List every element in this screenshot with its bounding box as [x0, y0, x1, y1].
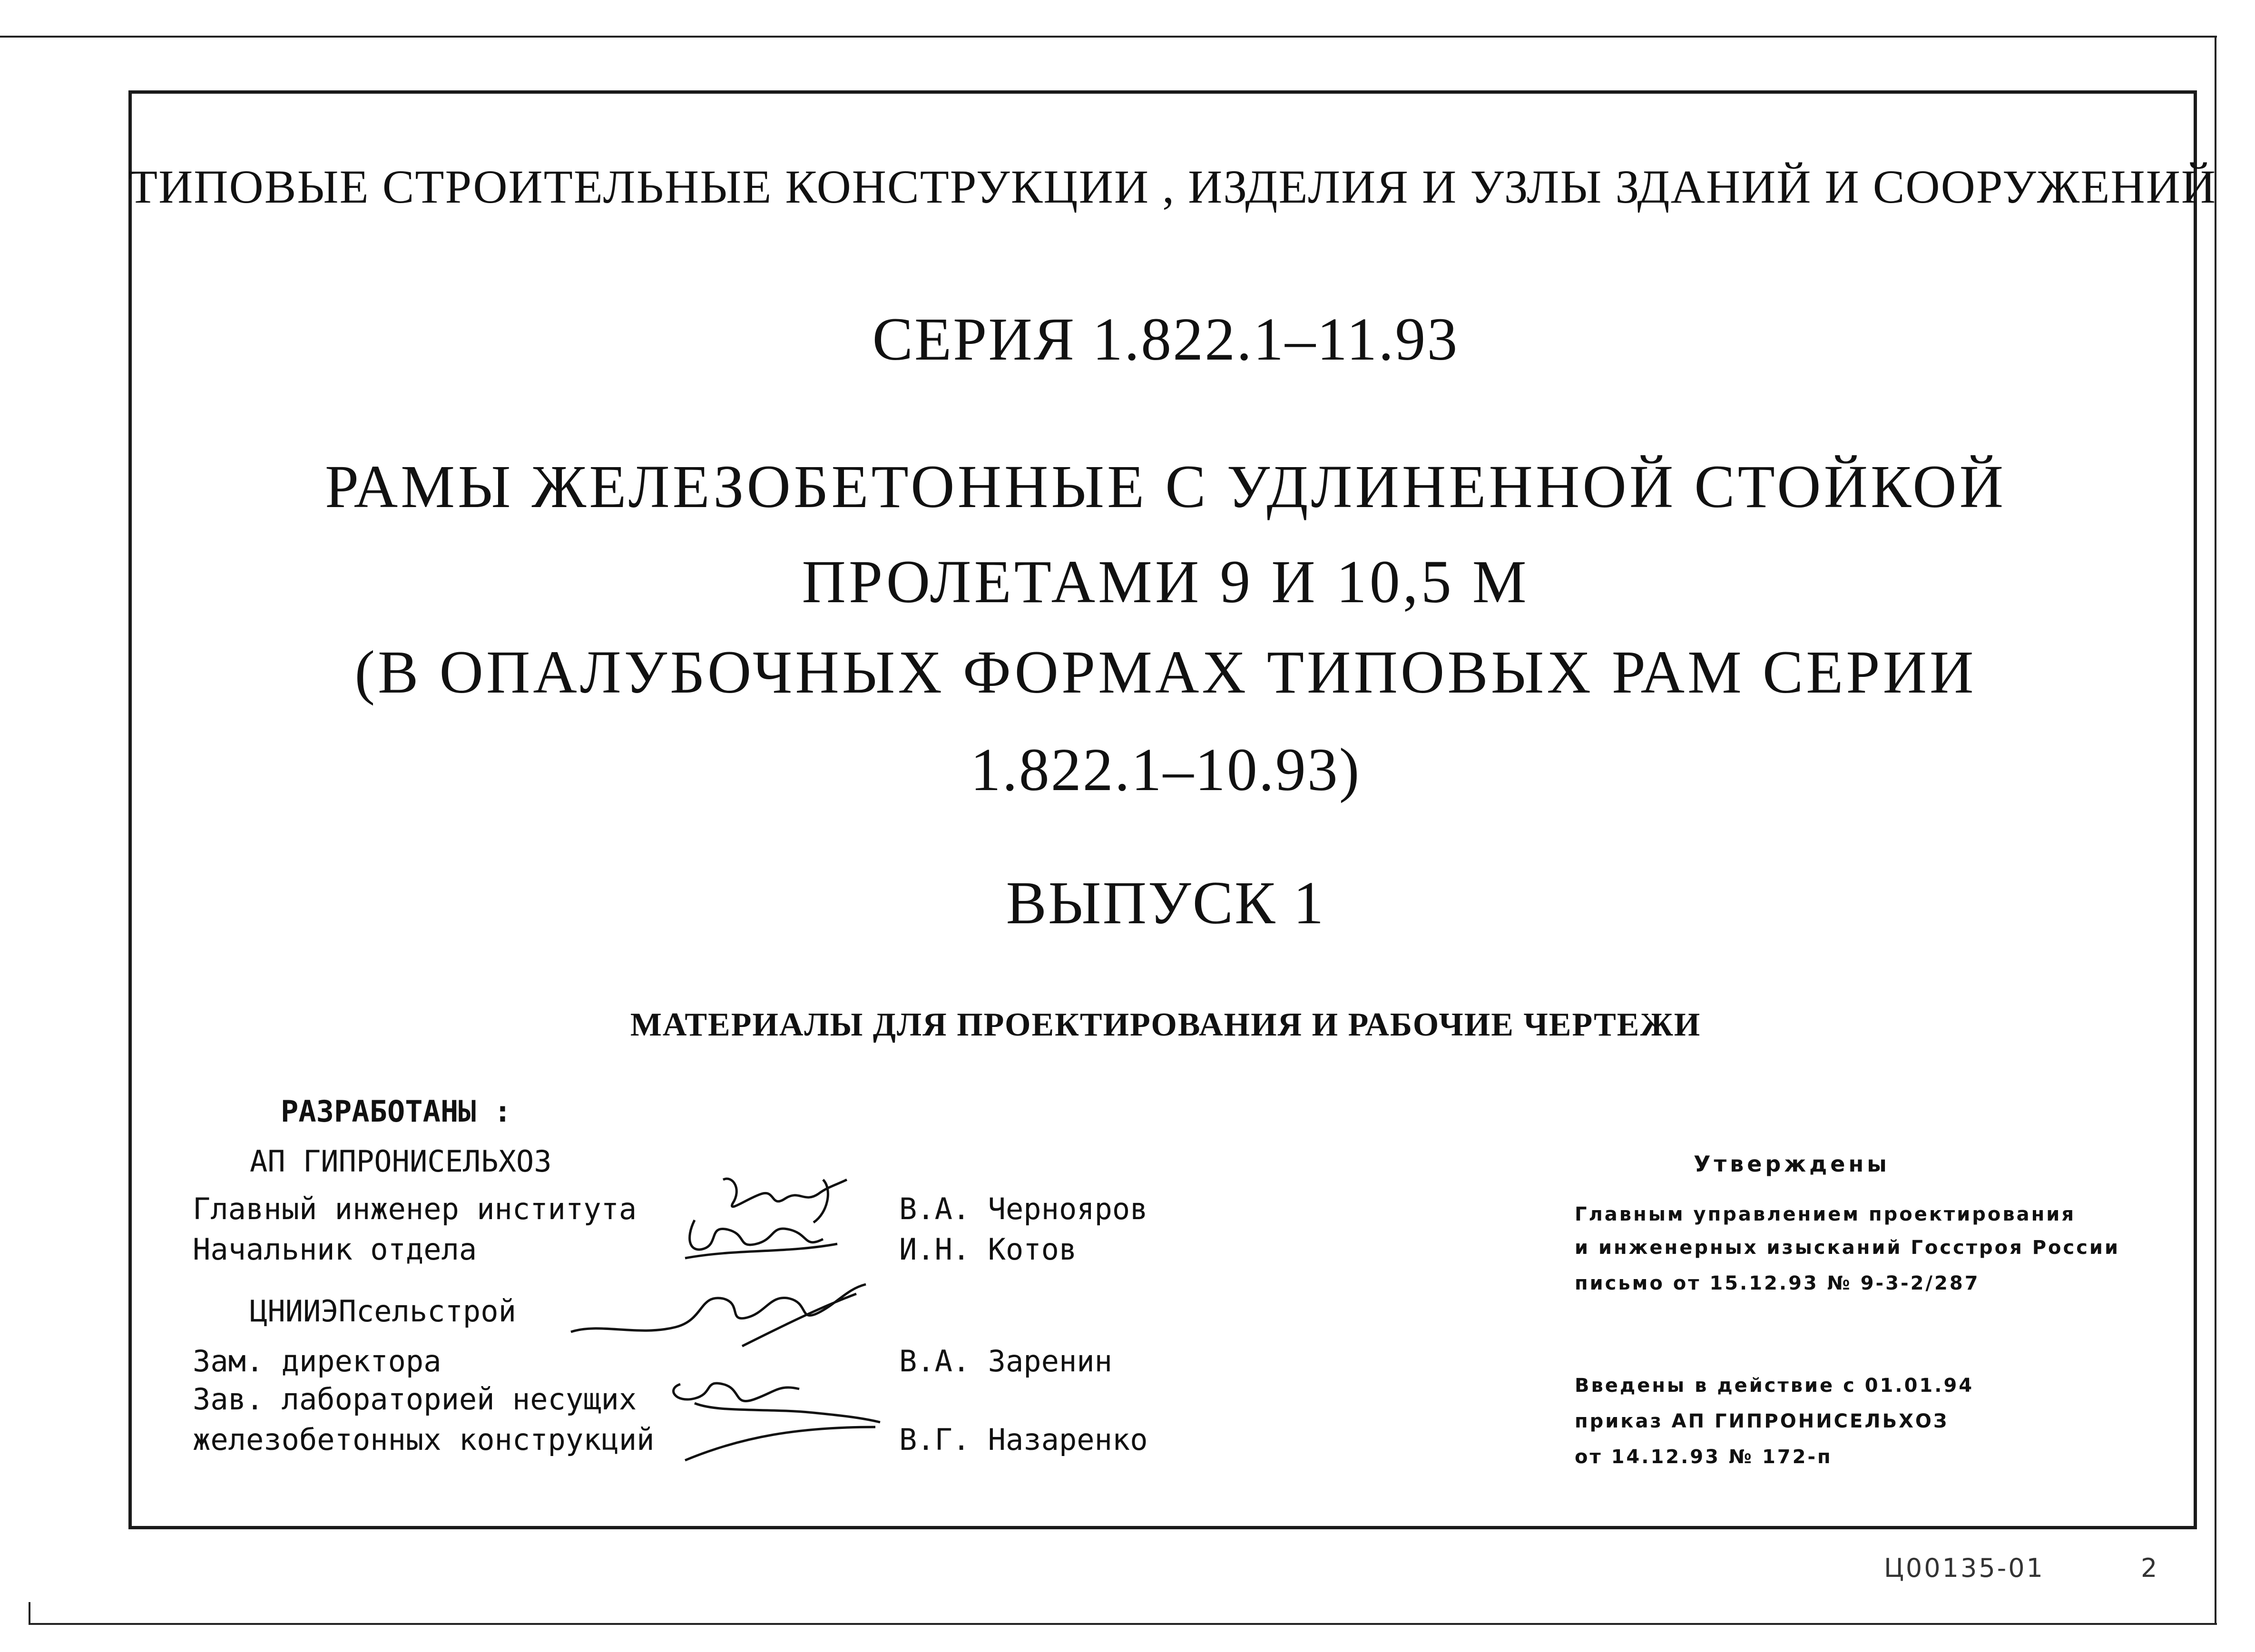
developer-org-2: ЦНИИЭПсельстрой	[250, 1294, 516, 1329]
title-line-3: (В ОПАЛУБОЧНЫХ ФОРМАХ ТИПОВЫХ РАМ СЕРИИ	[354, 638, 1977, 706]
effective-line-2: приказ АП ГИПРОНИСЕЛЬХОЗ	[1575, 1410, 1949, 1432]
series-name: ТИПОВЫЕ СТРОИТЕЛЬНЫЕ КОНСТРУКЦИИ , ИЗДЕЛИЯ И УЗЛЫ ЗДАНИЙ И СООРУЖЕНИЙ	[128, 160, 2217, 213]
name-chernoyarov: В.А. Чернояров	[899, 1192, 1148, 1226]
page-number: 2	[2141, 1553, 2157, 1583]
effective-line-3: от 14.12.93 № 172-п	[1575, 1446, 1833, 1468]
title-line-1: РАМЫ ЖЕЛЕЗОБЕТОННЫЕ С УДЛИНЕННОЙ СТОЙКОЙ	[324, 453, 2007, 520]
left-tick-mark	[29, 1602, 30, 1623]
title-line-2: ПРОЛЕТАМИ 9 И 10,5 М	[802, 548, 1529, 616]
name-zarenin: В.А. Заренин	[899, 1344, 1112, 1378]
approval-line-3: письмо от 15.12.93 № 9-3-2/287	[1575, 1272, 1980, 1294]
name-kotov: И.Н. Котов	[899, 1232, 1077, 1267]
developer-org-1: АП ГИПРОНИСЕЛЬХОЗ	[250, 1144, 552, 1179]
role-head-of-department: Начальник отдела	[193, 1232, 477, 1267]
role-chief-engineer: Главный инженер института	[193, 1192, 637, 1226]
signature-zarenin	[561, 1275, 875, 1360]
right-border-line	[2215, 36, 2216, 1624]
signature-nazarenko	[647, 1370, 885, 1465]
issue-number: ВЫПУСК 1	[1006, 869, 1325, 937]
title-line-4: 1.822.1–10.93)	[970, 736, 1361, 803]
signature-kotov	[666, 1211, 847, 1263]
role-lab-head-line-2: железобетонных конструкций	[193, 1422, 655, 1457]
name-nazarenko: В.Г. Назаренко	[899, 1422, 1148, 1457]
approval-heading: Утверждены	[1694, 1151, 1890, 1177]
role-deputy-director: Зам. директора	[193, 1344, 441, 1378]
effective-line-1: Введены в действие с 01.01.94	[1575, 1375, 1974, 1397]
role-lab-head-line-1: Зав. лабораторией несущих	[193, 1382, 637, 1417]
document-code: Ц00135-01	[1884, 1553, 2045, 1583]
materials-subtitle: МАТЕРИАЛЫ ДЛЯ ПРОЕКТИРОВАНИЯ И РАБОЧИЕ ЧЕРТЕЖИ	[630, 1007, 1701, 1043]
series-code: СЕРИЯ 1.822.1–11.93	[872, 305, 1459, 373]
approval-line-1: Главным управлением проектирования	[1575, 1203, 2076, 1225]
approval-line-2: и инженерных изысканий Госстроя России	[1575, 1237, 2120, 1259]
developers-heading: РАЗРАБОТАНЫ :	[281, 1094, 512, 1129]
top-border-line	[0, 36, 2217, 38]
bottom-border-line	[29, 1623, 2217, 1625]
